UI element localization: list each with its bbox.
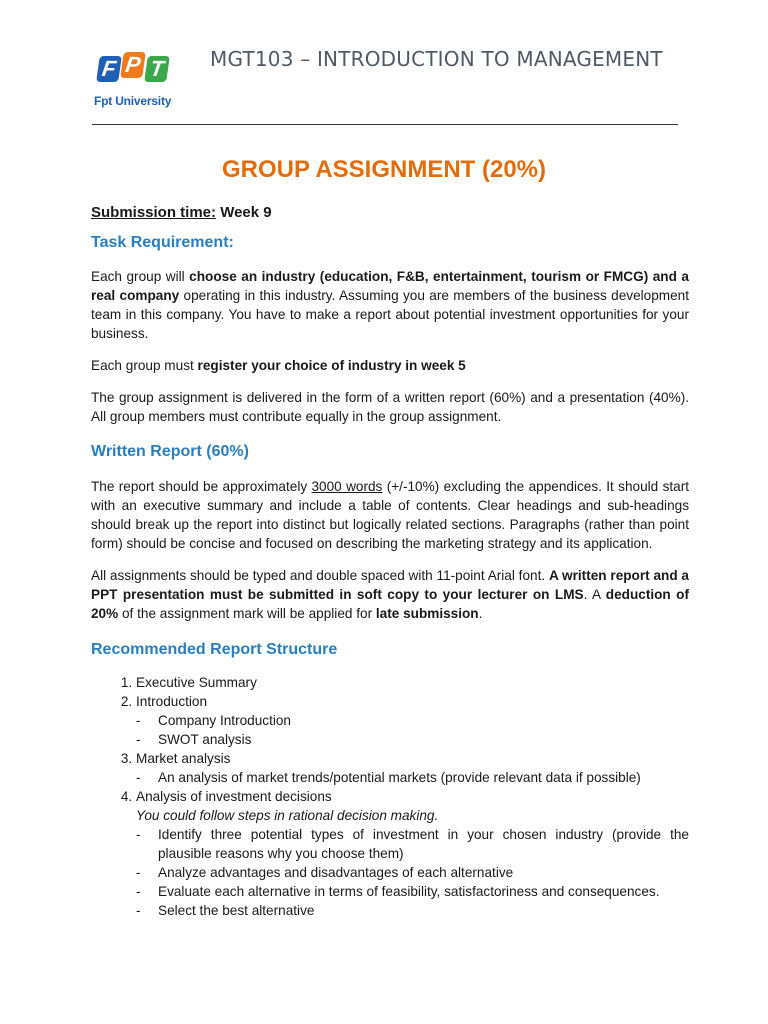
bold-span: deduction of 20% bbox=[91, 587, 689, 621]
text-span: of the assignment mark will be applied for bbox=[118, 606, 376, 621]
list-item bbox=[136, 787, 689, 920]
written-report-heading: Written Report (60%) bbox=[91, 443, 249, 460]
logo-tile-t: T bbox=[144, 56, 170, 82]
text-span: All assignments should be typed and double spaced with 11-point Arial font. bbox=[91, 568, 549, 583]
text-span: (+/-10%) excluding the appendices. It should start with an executive summary and include a table of contents. Clear headings and sub-headings should break up the report into distinct but logically related sections. Paragraphs (rather than point form) should be concise and focused on describing the marketing strategy and its application. bbox=[91, 479, 690, 551]
written-paragraph-1 bbox=[91, 477, 689, 553]
list-item-label: Market analysis bbox=[136, 751, 231, 766]
submission-time bbox=[91, 203, 689, 222]
underlined-span: 3000 words bbox=[311, 479, 383, 494]
bold-span: choose an industry (education, F&B, entertainment, tourism or FMCG) and a real company bbox=[91, 269, 689, 303]
text-span: Each group must bbox=[91, 358, 198, 373]
sub-list-item: - An analysis of market trends/potential markets (provide relevant data if possible) bbox=[136, 768, 689, 787]
task-heading: Task Requirement: bbox=[91, 234, 234, 251]
fpt-university-logo bbox=[94, 52, 174, 112]
task-paragraph-1 bbox=[91, 267, 689, 343]
list-item-label: Introduction bbox=[136, 694, 208, 709]
sub-list-item: - Identify three potential types of investment in your chosen industry (provide the plausible reasons why you choose them) bbox=[136, 825, 689, 863]
sub-list-item: - Evaluate each alternative in terms of feasibility, satisfactoriness and consequences. bbox=[136, 882, 689, 901]
logo-tile-f: F bbox=[96, 56, 122, 82]
sub-list bbox=[136, 768, 689, 787]
list-item bbox=[136, 749, 689, 787]
sub-list-item: - Company Introduction bbox=[136, 711, 689, 730]
written-paragraph-2 bbox=[91, 566, 689, 623]
text-span: . A bbox=[583, 587, 606, 602]
task-paragraph-2 bbox=[91, 356, 689, 375]
submission-value: Week 9 bbox=[216, 204, 272, 221]
text-span: Each group will bbox=[91, 269, 190, 284]
logo-tile-p: P bbox=[120, 52, 146, 78]
report-structure-heading: Recommended Report Structure bbox=[91, 641, 338, 658]
list-item bbox=[136, 692, 689, 749]
sub-list bbox=[136, 711, 689, 749]
sub-list-item: - Select the best alternative bbox=[136, 901, 689, 920]
bold-span: late submission bbox=[375, 606, 479, 621]
text-span: operating in this industry. Assuming you are members of the business development team in this company. You have to make a report about potential investment opportunities for your business. bbox=[91, 288, 689, 341]
list-item-note: You could follow steps in rational decision making. bbox=[136, 808, 439, 823]
text-span: The report should be approximately bbox=[91, 479, 312, 494]
page-title: GROUP ASSIGNMENT (20%) bbox=[221, 156, 547, 183]
list-item-label: Executive Summary bbox=[136, 675, 257, 690]
sub-list bbox=[136, 825, 689, 920]
submission-label: Submission time: bbox=[91, 204, 217, 221]
logo-caption: Fpt University bbox=[94, 94, 172, 108]
course-title: MGT103 – INTRODUCTION TO MANAGEMENT bbox=[210, 47, 663, 71]
list-item bbox=[136, 673, 689, 692]
list-item-label: Analysis of investment decisions bbox=[136, 789, 332, 804]
sub-list-item: - Analyze advantages and disadvantages of each alternative bbox=[136, 863, 689, 882]
fpt-logo-mark bbox=[94, 52, 174, 90]
bold-span: A written report and a PPT presentation must be submitted in soft copy to your lecturer on LMS bbox=[91, 568, 689, 602]
document-body bbox=[91, 203, 689, 920]
header-divider bbox=[92, 124, 678, 125]
task-paragraph-3: The group assignment is delivered in the form of a written report (60%) and a presentation (40%). All group members must contribute equally in the group assignment. bbox=[91, 390, 689, 424]
sub-list-item: - SWOT analysis bbox=[136, 730, 689, 749]
bold-span: register your choice of industry in week 5 bbox=[197, 358, 466, 373]
report-structure-list bbox=[91, 673, 689, 920]
text-span: . bbox=[478, 606, 483, 621]
